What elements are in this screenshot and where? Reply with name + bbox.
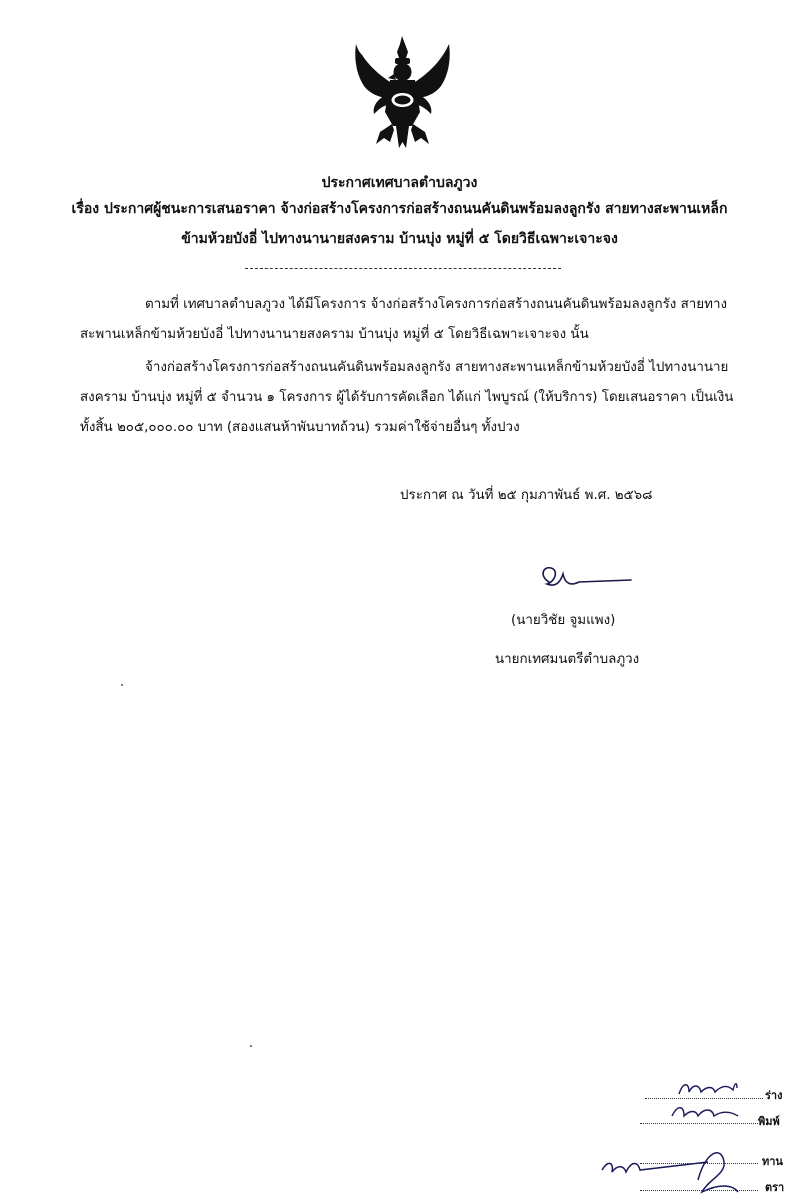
handwritten-initial-1	[675, 1078, 740, 1100]
note-stamp: ตรา	[765, 1181, 785, 1194]
handwritten-signature	[535, 560, 635, 596]
paragraph-1-line-1: ตามที่ เทศบาลตำบลภูวง ได้มีโครงการ จ้างก่อสร้างโครงการก่อสร้างถนนคันดินพร้อมลงลูกรัง สายทาง	[145, 297, 728, 312]
announcement-date: ประกาศ ณ วันที่ ๒๕ กุมภาพันธ์ พ.ศ. ๒๕๖๘	[400, 488, 653, 503]
header-divider	[245, 268, 561, 269]
note-typed: พิมพ์	[758, 1115, 780, 1128]
subject-line-1: เรื่อง ประกาศผู้ชนะการเสนอราคา จ้างก่อสร้างโครงการก่อสร้างถนนคันดินพร้อมลงลูกรัง สายทางสะพานเหล็ก	[71, 201, 728, 217]
dotted-line	[640, 1163, 758, 1164]
paragraph-2-line-3: ทั้งสิ้น ๒๐๕,๐๐๐.๐๐ บาท (สองแสนห้าพันบาทถ้วน) รวมค่าใช้จ่ายอื่นๆ ทั้งปวง	[80, 420, 520, 435]
note-review: ทาน	[762, 1155, 783, 1168]
paragraph-1-line-2: สะพานเหล็กข้ามห้วยบังอี่ ไปทางนานายสงคราม บ้านบุ่ง หมู่ที่ ๕ โดยวิธีเฉพาะเจาะจง นั้น	[80, 327, 589, 342]
paragraph-2-line-1: จ้างก่อสร้างโครงการก่อสร้างถนนคันดินพร้อมลงลูกรัง สายทางสะพานเหล็กข้ามห้วยบังอี่ ไปทางนานาย	[145, 360, 729, 375]
paragraph-2-line-2: สงคราม บ้านบุ่ง หมู่ที่ ๕ จำนวน ๑ โครงการ ผู้ได้รับการคัดเลือก ได้แก่ ไพบูรณ์ (ให้บริการ) โดยเสนอราคา เป็นเงิน	[80, 390, 734, 405]
note-draft: ร่าง	[765, 1089, 783, 1102]
garuda-emblem-icon	[350, 34, 455, 150]
speck	[121, 684, 123, 686]
speck	[250, 1045, 252, 1047]
signatory-title: นายกเทศมนตรีตำบลภูวง	[495, 652, 640, 667]
handwritten-initial-2	[668, 1102, 743, 1124]
signatory-name: (นายวิชัย จูมแพง)	[511, 613, 616, 628]
subject-line-2: ข้ามห้วยบังอี่ ไปทางนานายสงคราม บ้านบุ่ง หมู่ที่ ๕ โดยวิธีเฉพาะเจาะจง	[181, 231, 618, 247]
dotted-line	[640, 1190, 758, 1191]
handwritten-initial-3	[598, 1140, 748, 1200]
agency-heading: ประกาศเทศบาลตำบลภูวง	[321, 175, 478, 191]
dotted-line	[640, 1123, 758, 1124]
dotted-line	[645, 1098, 763, 1099]
